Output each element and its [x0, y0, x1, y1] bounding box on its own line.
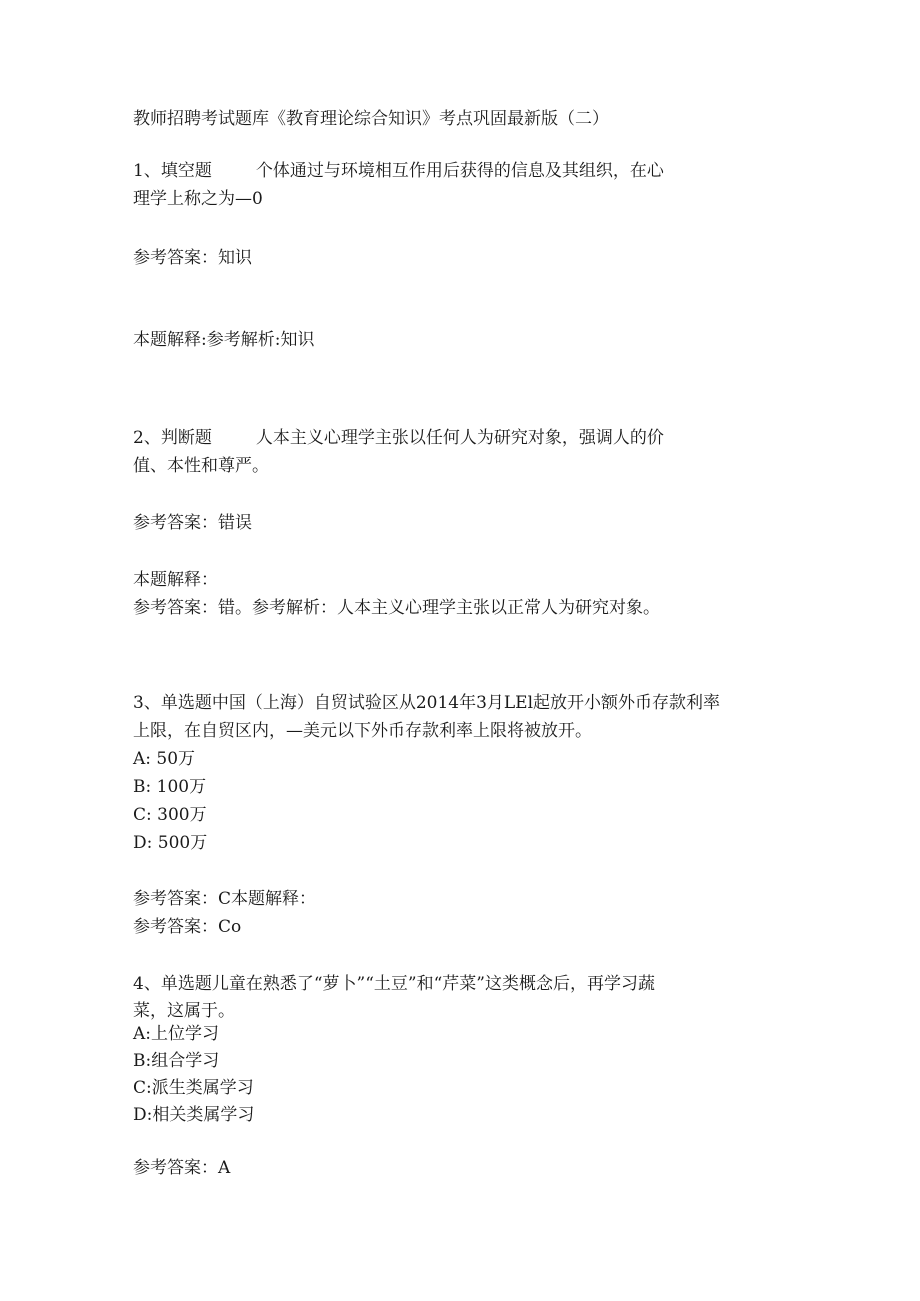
q3-option-c: C: 300万	[133, 805, 207, 825]
document-title: 教师招聘考试题库《教育理论综合知识》考点巩固最新版（二）	[133, 109, 609, 129]
q4-option-b: B:组合学习	[133, 1051, 220, 1071]
q2-line1	[133, 425, 664, 451]
q2-type-label: 2、判断题	[133, 428, 212, 448]
q4-answer: 参考答案：A	[133, 1158, 231, 1178]
q2-text-line2: 值、本性和尊严。	[133, 456, 269, 476]
q4-option-c: C:派生类属学习	[133, 1078, 254, 1098]
q1-explanation: 本题解释:参考解析:知识	[133, 330, 315, 350]
q3-answer-2: 参考答案：Co	[133, 917, 242, 937]
q3-option-d: D: 500万	[133, 833, 208, 853]
q2-text-line1: 人本主义心理学主张以任何人为研究对象，强调人的价	[255, 428, 664, 448]
q4-text-line1: 4、单选题儿童在熟悉了“萝卜”“土豆”和“芹菜”这类概念后，再学习蔬	[133, 974, 655, 994]
q2-explanation: 参考答案：错。参考解析：人本主义心理学主张以正常人为研究对象。	[133, 598, 660, 618]
q1-answer: 参考答案：知识	[133, 248, 252, 268]
q1-type-label: 1、填空题	[133, 161, 212, 181]
q4-option-a: A:上位学习	[133, 1024, 220, 1044]
q3-text-line2: 上限，在自贸区内，—美元以下外币存款利率上限将被放开。	[133, 721, 592, 741]
q3-option-b: B: 100万	[133, 777, 207, 797]
q4-text-line2: 菜，这属于。	[133, 1001, 235, 1021]
q4-option-d: D:相关类属学习	[133, 1105, 255, 1125]
q2-answer: 参考答案：错误	[133, 513, 252, 533]
q1-text-line2: 理学上称之为—0	[133, 189, 263, 209]
q1-line1	[133, 158, 664, 184]
q1-text-line1: 个体通过与环境相互作用后获得的信息及其组织，在心	[255, 161, 664, 181]
q3-text-line1: 3、单选题中国（上海）自贸试验区从2014年3月LEl起放开小额外币存款利率	[133, 693, 721, 713]
q2-explanation-label: 本题解释：	[133, 570, 218, 590]
q3-option-a: A: 50万	[133, 749, 196, 769]
q3-answer: 参考答案：C本题解释：	[133, 889, 317, 909]
